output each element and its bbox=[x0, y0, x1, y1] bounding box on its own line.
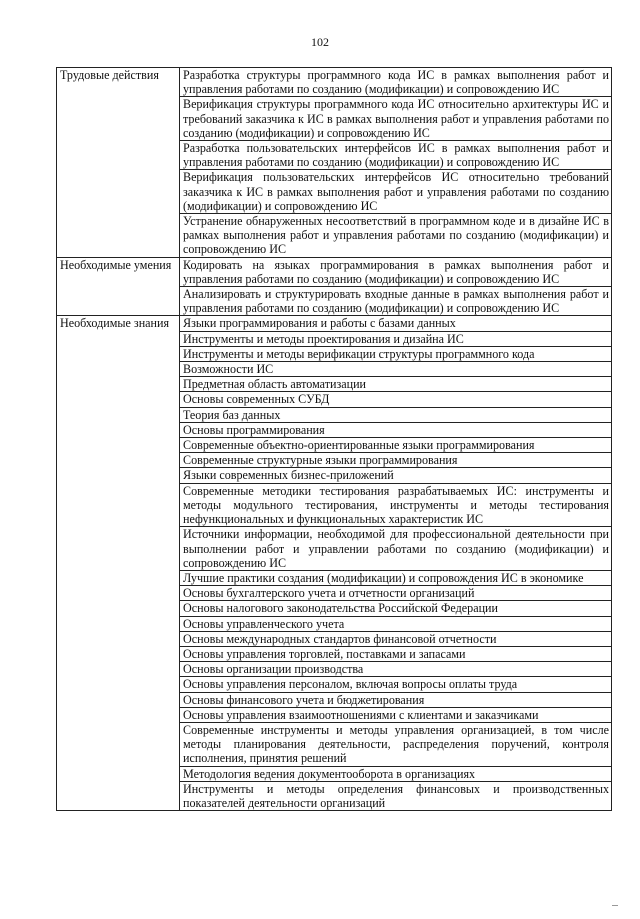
table-row bbox=[57, 257, 612, 286]
table-cell-item: Кодировать на языках программирования в рамках выполнения работ и управления работами по созданию (модификации) и сопровождению ИС bbox=[180, 257, 612, 286]
table-cell-item: Устранение обнаруженных несоответствий в программном коде и в дизайне ИС в рамках выполнения работ и управления работами по созданию (модификации) и сопровождению ИС bbox=[180, 214, 612, 258]
page-number: 102 bbox=[311, 35, 329, 49]
table-cell-item: Инструменты и методы определения финансовых и производственных показателей деятельности организаций bbox=[180, 781, 612, 810]
table-cell-item: Основы современных СУБД bbox=[180, 392, 612, 407]
table-cell-item: Современные объектно-ориентированные языки программирования bbox=[180, 438, 612, 453]
table-cell-item: Разработка структуры программного кода ИС в рамках выполнения работ и управления работами по созданию (модификации) и сопровождению ИС bbox=[180, 68, 612, 97]
table-cell-item: Современные инструменты и методы управления организацией, в том числе методы планирования деятельности, распределения поручений, контроля исполнения, принятия решений bbox=[180, 722, 612, 766]
table-cell-item: Источники информации, необходимой для профессиональной деятельности при выполнении работ и управлении работами по созданию (модификации) и сопровождению ИС bbox=[180, 527, 612, 571]
section-label-required-skills: Необходимые умения bbox=[57, 257, 180, 316]
table-cell-item: Основы управления торговлей, поставками и запасами bbox=[180, 646, 612, 661]
table-cell-item: Анализировать и структурировать входные данные в рамках выполнения работ и управления работами по созданию (модификации) и сопровождению ИС bbox=[180, 287, 612, 316]
table-cell-item: Разработка пользовательских интерфейсов ИС в рамках выполнения работ и управления работами по созданию (модификации) и сопровождению ИС bbox=[180, 141, 612, 170]
table-cell-item: Возможности ИС bbox=[180, 362, 612, 377]
scan-artifact bbox=[612, 905, 618, 906]
table-cell-item: Верификация структуры программного кода ИС относительно архитектуры ИС и требований заказчика к ИС в рамках выполнения работ и управления работами по созданию (модификации) и сопровождению ИС bbox=[180, 97, 612, 141]
table-cell-item: Основы бухгалтерского учета и отчетности организаций bbox=[180, 586, 612, 601]
table-cell-item: Инструменты и методы проектирования и дизайна ИС bbox=[180, 331, 612, 346]
table-cell-item: Предметная область автоматизации bbox=[180, 377, 612, 392]
table-cell-item: Основы программирования bbox=[180, 422, 612, 437]
table-cell-item: Теория баз данных bbox=[180, 407, 612, 422]
table-cell-item: Инструменты и методы верификации структуры программного кода bbox=[180, 346, 612, 361]
table-cell-item: Лучшие практики создания (модификации) и сопровождения ИС в экономике bbox=[180, 570, 612, 585]
table-cell-item: Языки программирования и работы с базами данных bbox=[180, 316, 612, 331]
table-cell-item: Основы налогового законодательства Российской Федерации bbox=[180, 601, 612, 616]
table-cell-item: Современные методики тестирования разрабатываемых ИС: инструменты и методы модульного тестирования, инструменты и методы тестирования нефункциональных и функциональных характеристик ИС bbox=[180, 483, 612, 527]
table-cell-item: Методология ведения документооборота в организациях bbox=[180, 766, 612, 781]
table-cell-item: Основы организации производства bbox=[180, 662, 612, 677]
table-cell-item: Основы международных стандартов финансовой отчетности bbox=[180, 631, 612, 646]
table-cell-item: Основы управления взаимоотношениями с клиентами и заказчиками bbox=[180, 707, 612, 722]
requirements-table bbox=[56, 67, 612, 811]
section-label-labor-actions: Трудовые действия bbox=[57, 68, 180, 258]
table-cell-item: Основы управленческого учета bbox=[180, 616, 612, 631]
table-cell-item: Языки современных бизнес-приложений bbox=[180, 468, 612, 483]
table-cell-item: Современные структурные языки программирования bbox=[180, 453, 612, 468]
requirements-table-body bbox=[57, 68, 612, 811]
section-label-required-knowledge: Необходимые знания bbox=[57, 316, 180, 811]
table-row bbox=[57, 316, 612, 331]
table-cell-item: Основы управления персоналом, включая вопросы оплаты труда bbox=[180, 677, 612, 692]
table-row bbox=[57, 68, 612, 97]
table-cell-item: Основы финансового учета и бюджетирования bbox=[180, 692, 612, 707]
table-cell-item: Верификация пользовательских интерфейсов ИС относительно требований заказчика к ИС в рамках выполнения работ и управления работами по созданию (модификации) и сопровождению ИС bbox=[180, 170, 612, 214]
